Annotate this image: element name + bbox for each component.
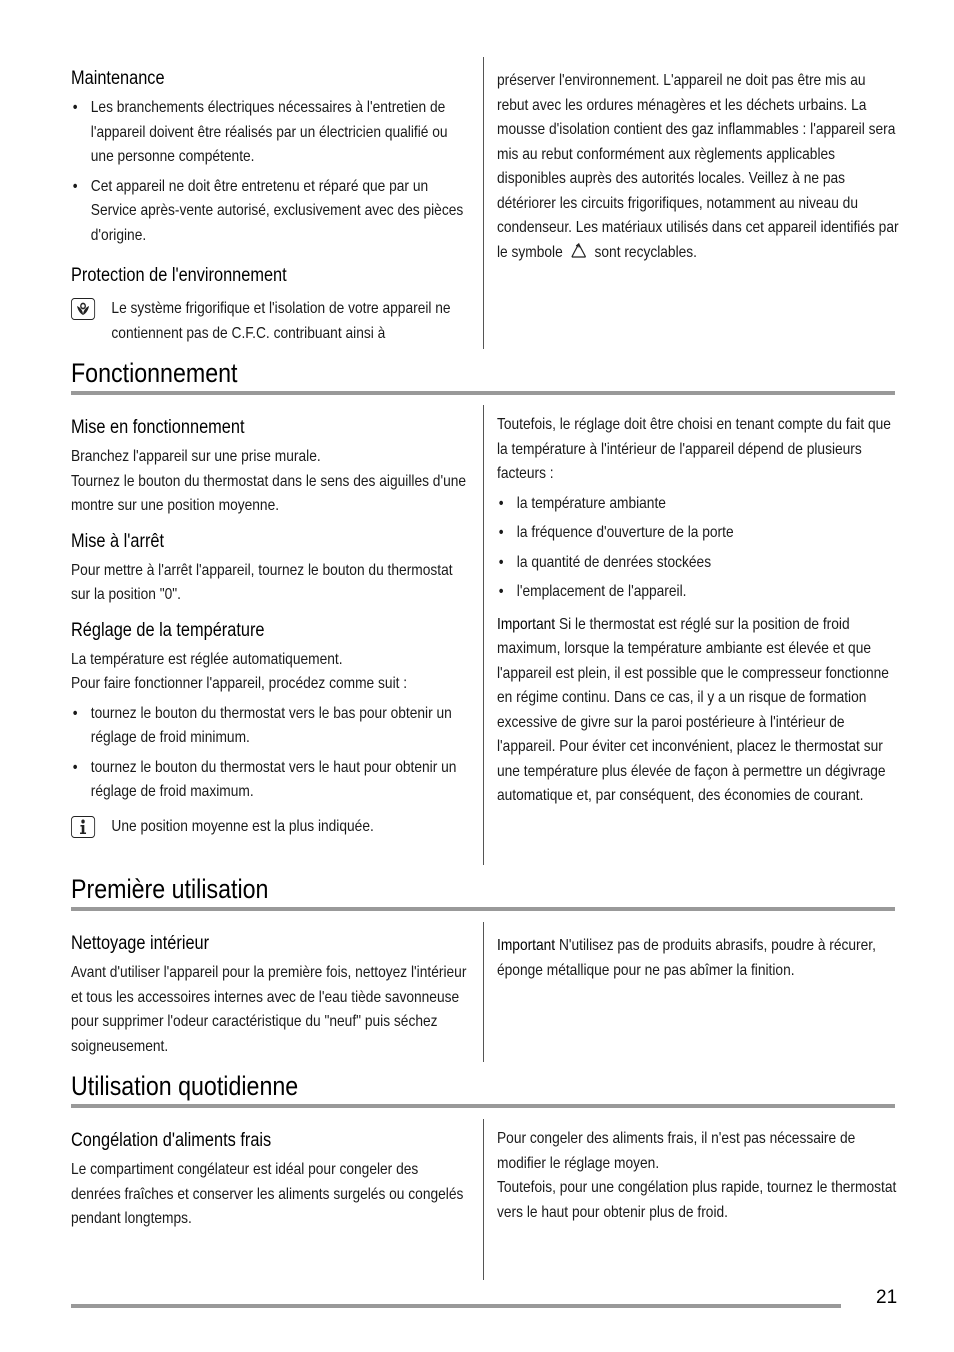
reglage-list <box>71 702 467 805</box>
mise-en-fonctionnement-heading: Mise en fonctionnement <box>71 417 245 438</box>
paragraph: Toutefois, pour une congélation plus rapide, tournez le thermostat vers le haut pour obtenir plus de froid. <box>497 1179 897 1221</box>
list-item: • l'emplacement de l'appareil. <box>497 580 899 605</box>
important-paragraph <box>497 934 899 983</box>
paragraph: Tournez le bouton du thermostat dans le sens des aiguilles d'une montre sur une position moyenne. <box>71 472 467 514</box>
environment-heading: Protection de l'environnement <box>71 265 287 286</box>
paragraph: Pour faire fonctionner l'appareil, procédez comme suit : <box>71 675 408 692</box>
premiere-left <box>71 931 467 1059</box>
column-divider <box>483 1119 484 1280</box>
recycle-icon <box>569 242 588 269</box>
environment-text: préserver l'environnement. L'appareil ne doit pas être mis au rebut avec les ordures ménagères et les déchets urbains. La mousse d'isolation contient des gaz inflammables : l'appareil sera mis au rebut conformément aux règlements applicables disponibles auprès des autorités locales. Veillez à ne pas détériorer les circuits frigorifiques, notamment au niveau du condenseur. Les matériaux utilisés dans cet appareil identifiés par le symbole <box>497 72 899 261</box>
environment-note <box>71 297 467 346</box>
column-divider <box>483 57 484 349</box>
paragraph: Le compartiment congélateur est idéal pour congeler des denrées fraîches et conserver les aliments surgelés ou congelés pendant longtemps. <box>71 1161 464 1227</box>
environment-continued <box>497 69 899 268</box>
reglage-heading: Réglage de la température <box>71 619 265 641</box>
important-text: N'utilisez pas de produits abrasifs, poudre à récurer, éponge métallique pour ne pas abîmer la finition. <box>497 937 876 979</box>
paragraph: Pour congeler des aliments frais, il n'est pas nécessaire de modifier le réglage moyen. <box>497 1130 856 1172</box>
premiere-right <box>497 934 899 983</box>
quotidienne-left <box>71 1128 467 1232</box>
environment-icon <box>71 298 95 320</box>
section-title-premiere-utilisation: Première utilisation <box>71 874 269 904</box>
info-note <box>71 815 467 840</box>
section-rule <box>71 1104 895 1108</box>
fonctionnement-left <box>71 415 467 839</box>
section-rule <box>71 907 895 911</box>
section-title-fonctionnement: Fonctionnement <box>71 358 238 388</box>
list-item: • Cet appareil ne doit être entretenu et réparé que par un Service après-vente autorisé, exclusivement avec des pièces d'origine. <box>71 175 467 249</box>
important-text: Si le thermostat est réglé sur la position de froid maximum, lorsque la température ambiante est élevée et que l'appareil est plein, il est possible que le compresseur fonctionne en régime continu. Dans ce cas, il y a un risque de formation excessive de givre sur la paroi postérieure à l'intérieur de l'appareil. Pour éviter cet inconvénient, placez le thermostat sur une température plus élevée de façon à permettre un dégivrage automatique et, par conséquent, des économies de courant. <box>497 615 889 804</box>
environment-text-end: sont recyclables. <box>594 243 698 261</box>
paragraph: La température est réglée automatiquement. <box>71 650 343 668</box>
maintenance-list <box>71 96 467 248</box>
important-label: Important <box>497 615 556 633</box>
quotidienne-right <box>497 1127 899 1225</box>
list-item: • la fréquence d'ouverture de la porte <box>497 521 899 546</box>
congelation-heading: Congélation d'aliments frais <box>71 1130 272 1151</box>
important-paragraph <box>497 613 899 809</box>
maintenance-section <box>71 66 467 346</box>
paragraph: Avant d'utiliser l'appareil pour la première fois, nettoyez l'intérieur et tous les accessoires internes avec de l'eau tiède savonneuse pour supprimer l'odeur caractéristique du "neuf" puis séchez soigneusement. <box>71 964 467 1055</box>
factors-list <box>497 492 899 605</box>
column-divider <box>483 405 484 865</box>
list-item: • tournez le bouton du thermostat vers le bas pour obtenir un réglage de froid minimum. <box>71 702 467 751</box>
paragraph: Toutefois, le réglage doit être choisi en tenant compte du fait que la température à l'intérieur de l'appareil dépend de plusieurs facteurs : <box>497 416 891 482</box>
page-number: 21 <box>876 1287 898 1308</box>
important-label: Important <box>497 937 556 954</box>
info-note-text: Une position moyenne est la plus indiquée. <box>111 817 374 835</box>
list-item: • tournez le bouton du thermostat vers le haut pour obtenir un réglage de froid maximum. <box>71 756 467 805</box>
section-title-utilisation-quotidienne: Utilisation quotidienne <box>71 1071 299 1101</box>
info-icon <box>71 816 95 838</box>
list-item: • la quantité de denrées stockées <box>497 551 899 576</box>
nettoyage-heading: Nettoyage intérieur <box>71 933 210 954</box>
list-item: • la température ambiante <box>497 492 899 517</box>
section-rule <box>71 391 895 395</box>
mise-a-l-arret-heading: Mise à l'arrêt <box>71 530 165 552</box>
column-divider <box>483 922 484 1062</box>
paragraph: Pour mettre à l'arrêt l'appareil, tournez le bouton du thermostat sur la position "0". <box>71 561 453 603</box>
list-item: • Les branchements électriques nécessaires à l'entretien de l'appareil doivent être réalisés par un électricien qualifié ou une personne compétente. <box>71 96 467 170</box>
fonctionnement-right <box>497 413 899 809</box>
maintenance-heading: Maintenance <box>71 68 165 89</box>
paragraph: Branchez l'appareil sur une prise murale. <box>71 448 321 465</box>
footer-rule <box>71 1304 841 1308</box>
environment-note-text: Le système frigorifique et l'isolation de votre appareil ne contiennent pas de C.F.C. contribuant ainsi à <box>111 300 451 342</box>
